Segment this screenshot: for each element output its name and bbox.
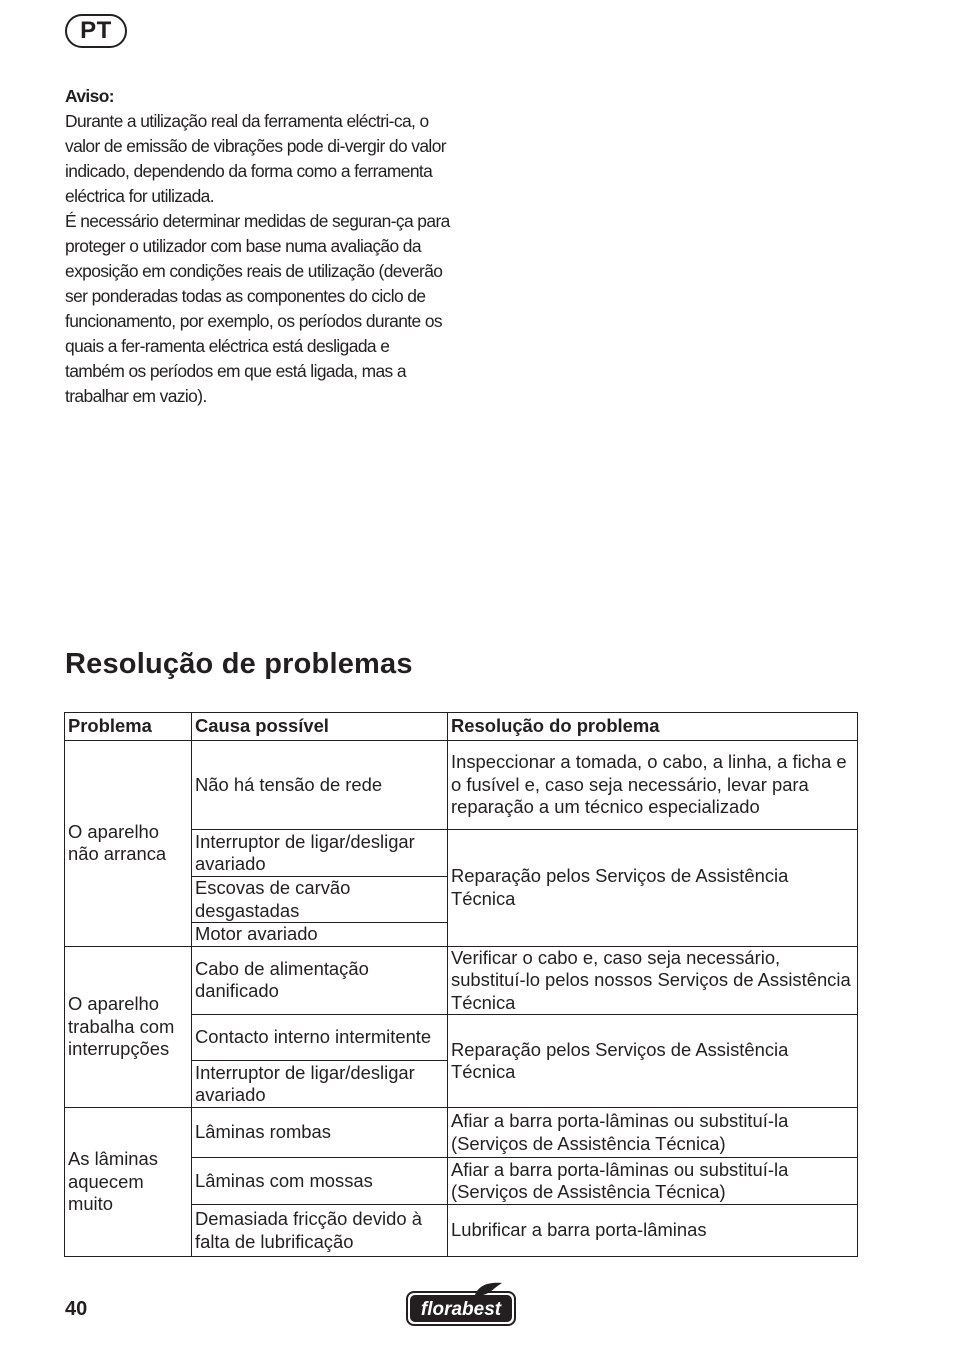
- cause-cell: Não há tensão de rede: [192, 741, 448, 830]
- language-label: PT: [80, 17, 112, 44]
- brand-logo: [405, 1281, 517, 1327]
- section-title: Resolução de problemas: [65, 648, 413, 680]
- logo-text: florabest: [420, 1299, 502, 1320]
- warning-paragraph-1: Durante a utilização real da ferramenta eléctri-ca, o valor de emissão de vibrações pode di-vergir do valor indicado, dependendo da forma como a ferramenta eléctrica for utilizada.: [65, 111, 446, 206]
- language-badge: [65, 14, 127, 48]
- cause-cell: Escovas de carvão desgastadas: [192, 877, 448, 923]
- warning-paragraph-2: É necessário determinar medidas de seguran-ça para proteger o utilizador com base numa avaliação da exposição em condições reais de utilização (deverão ser ponderadas todas as componentes do ciclo de funcionamento, por exemplo, os períodos durante os quais a fer-ramenta eléctrica está desligada e também os períodos em que está ligada, mas a trabalhar em vazio).: [65, 211, 450, 406]
- header-solution: Resolução do problema: [448, 713, 858, 741]
- cause-cell: Motor avariado: [192, 923, 448, 947]
- table-row: [65, 741, 858, 830]
- solution-cell: Afiar a barra porta-lâminas ou substituí-la (Serviços de Assistência Técnica): [448, 1108, 858, 1158]
- problem-cell: O aparelho trabalha com interrupções: [65, 946, 192, 1108]
- solution-cell: Inspeccionar a tomada, o cabo, a linha, a ficha e o fusível e, caso seja necessário, levar para reparação a um técnico especializado: [448, 741, 858, 830]
- header-cause: Causa possível: [192, 713, 448, 741]
- cause-cell: Lâminas rombas: [192, 1108, 448, 1158]
- cause-cell: Interruptor de ligar/desligar avariado: [192, 1061, 448, 1108]
- problem-cell: O aparelho não arranca: [65, 741, 192, 947]
- warning-title: Aviso:: [65, 86, 114, 106]
- table-header-row: [65, 713, 858, 741]
- troubleshooting-table: [64, 712, 858, 1257]
- florabest-logo: [405, 1281, 517, 1327]
- cause-cell: Demasiada fricção devido à falta de lubrificação: [192, 1205, 448, 1257]
- cause-cell: Interruptor de ligar/desligar avariado: [192, 830, 448, 877]
- header-problem: Problema: [65, 713, 192, 741]
- cause-cell: Cabo de alimentação danificado: [192, 946, 448, 1015]
- cause-cell: Lâminas com mossas: [192, 1158, 448, 1205]
- page-number: 40: [65, 1298, 88, 1320]
- solution-cell: Verificar o cabo e, caso seja necessário, substituí-lo pelos nossos Serviços de Assistência Técnica: [448, 946, 858, 1015]
- warning-block: [65, 84, 450, 409]
- solution-cell: Reparação pelos Serviços de Assistência Técnica: [448, 1015, 858, 1108]
- solution-cell: Reparação pelos Serviços de Assistência Técnica: [448, 830, 858, 947]
- cause-cell: Contacto interno intermitente: [192, 1015, 448, 1061]
- problem-cell: As lâminas aquecem muito: [65, 1108, 192, 1257]
- table-row: [65, 946, 858, 1015]
- table-row: [65, 1108, 858, 1158]
- solution-cell: Lubrificar a barra porta-lâminas: [448, 1205, 858, 1257]
- solution-cell: Afiar a barra porta-lâminas ou substituí-la (Serviços de Assistência Técnica): [448, 1158, 858, 1205]
